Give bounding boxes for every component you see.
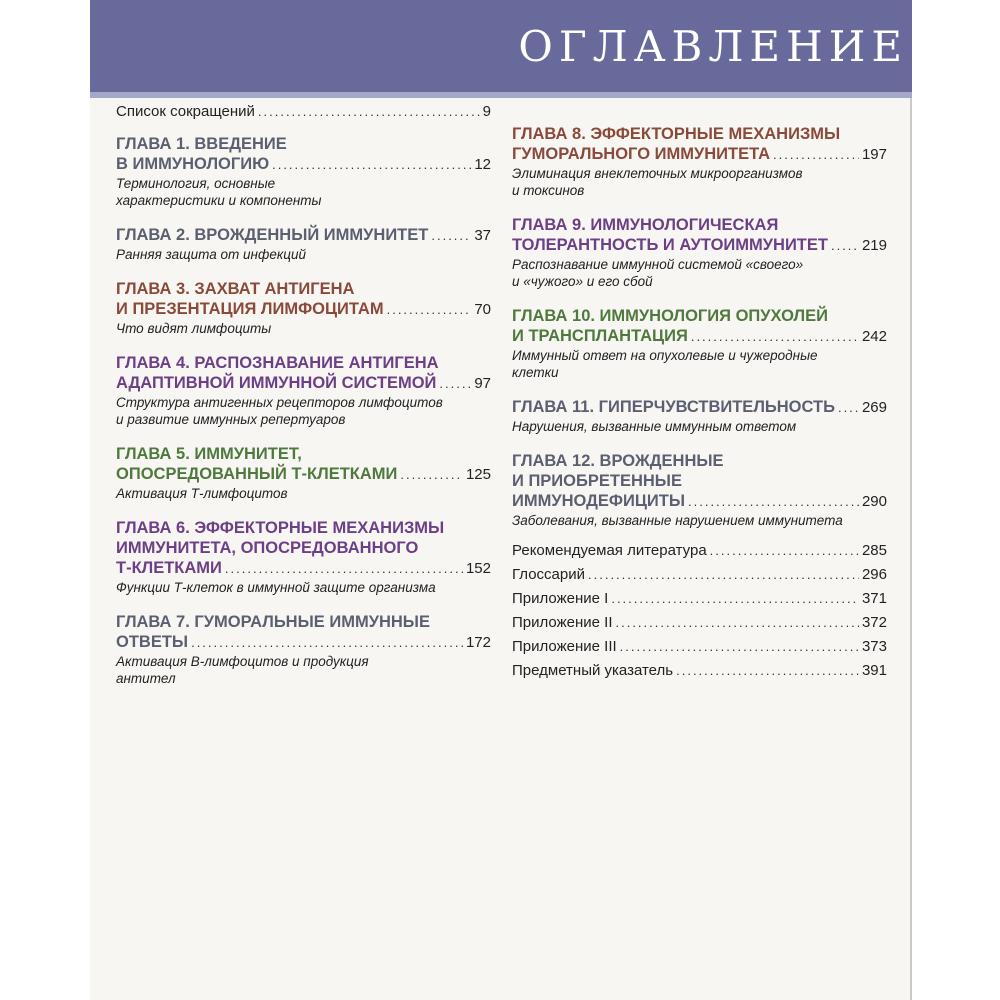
chapter-title-line: И ПРЕЗЕНТАЦИЯ ЛИМФОЦИТАМ	[116, 300, 384, 318]
chapter-title-line: ГЛАВА 6. ЭФФЕКТОРНЫЕ МЕХАНИЗМЫ	[116, 519, 445, 537]
toc-page-number: 242	[861, 328, 887, 345]
chapter-subtitle: Иммунный ответ на опухолевые и чужеродные	[512, 348, 818, 363]
chapter-title-line: ТОЛЕРАНТНОСТЬ И АУТОИММУНИТЕТ	[512, 236, 828, 254]
toc-entry-appendix-1[interactable]	[512, 589, 887, 613]
chapter-title-line: АДАПТИВНОЙ ИММУННОЙ СИСТЕМОЙ	[116, 374, 437, 392]
chapter-title-line: ГЛАВА 1. ВВЕДЕНИЕ	[116, 135, 287, 153]
chapter-title-line: ГЛАВА 10. ИММУНОЛОГИЯ ОПУХОЛЕЙ	[512, 307, 828, 325]
dot-leader	[620, 637, 859, 657]
toc-entry-glossary[interactable]	[512, 565, 887, 589]
chapter-title-line: ГЛАВА 3. ЗАХВАТ АНТИГЕНА	[116, 280, 355, 298]
page-title: ОГЛАВЛЕНИЕ	[518, 22, 908, 71]
chapter-subtitle: Функции Т-клеток в иммунной защите организма	[116, 580, 436, 595]
header-underline	[90, 92, 912, 98]
chapter-subtitle: Распознавание иммунной системой «своего»	[512, 257, 804, 272]
toc-left-column	[116, 102, 491, 703]
chapter-title-line: ОПОСРЕДОВАННЫЙ Т-КЛЕТКАМИ	[116, 465, 398, 483]
chapter-title-line: ГЛАВА 4. РАСПОЗНАВАНИЕ АНТИГЕНА	[116, 354, 439, 372]
chapter-title-line: ИММУНОДЕФИЦИТЫ	[512, 492, 685, 510]
page-edge	[910, 0, 912, 1000]
toc-chapter-3[interactable]	[116, 279, 491, 337]
chapter-title-line: ОТВЕТЫ	[116, 633, 189, 651]
chapter-subtitle: Активация Т-лимфоцитов	[116, 486, 288, 501]
dot-leader	[588, 565, 859, 585]
dot-leader	[225, 559, 463, 579]
dot-leader	[439, 374, 471, 394]
toc-chapter-11[interactable]	[512, 397, 887, 435]
chapter-title-line: ГУМОРАЛЬНОГО ИММУНИТЕТА	[512, 145, 771, 163]
toc-entry-label: Глоссарий	[512, 566, 585, 583]
toc-chapter-7[interactable]	[116, 612, 491, 687]
chapter-title-line: В ИММУНОЛОГИЮ	[116, 155, 270, 173]
chapter-title-line: ГЛАВА 2. ВРОЖДЕННЫЙ ИММУНИТЕТ	[116, 226, 429, 244]
toc-chapter-2[interactable]	[116, 225, 491, 263]
dot-leader	[272, 155, 471, 175]
chapter-title-line: Т-КЛЕТКАМИ	[116, 559, 222, 577]
dot-leader	[431, 226, 471, 246]
dot-leader	[615, 613, 858, 633]
toc-entry-label: Приложение II	[512, 614, 613, 631]
dot-leader	[831, 236, 859, 256]
toc-chapter-6[interactable]	[116, 518, 491, 596]
dot-leader	[688, 492, 859, 512]
chapter-subtitle: и «чужого» и его сбой	[512, 274, 653, 289]
toc-entry-appendix-3[interactable]	[512, 637, 887, 661]
toc-entry-label: Приложение III	[512, 638, 617, 655]
toc-page-number: 152	[465, 560, 491, 577]
toc-page-number: 371	[861, 590, 887, 607]
toc-chapter-10[interactable]	[512, 306, 887, 381]
dot-leader	[191, 633, 463, 653]
chapter-subtitle: Структура антигенных рецепторов лимфоцитов	[116, 395, 443, 410]
chapter-subtitle: Нарушения, вызванные иммунным ответом	[512, 419, 797, 434]
chapter-title-line: ГЛАВА 7. ГУМОРАЛЬНЫЕ ИММУННЫЕ	[116, 613, 430, 631]
toc-page-number: 373	[861, 638, 887, 655]
toc-entry-label: Рекомендуемая литература	[512, 542, 707, 559]
chapter-title-line: ГЛАВА 5. ИММУНИТЕТ,	[116, 445, 302, 463]
chapter-subtitle: Активация В-лимфоцитов и продукция	[116, 654, 369, 669]
toc-page-number: 37	[474, 227, 491, 244]
toc-page-number: 290	[861, 493, 887, 510]
toc-chapter-12[interactable]	[512, 451, 887, 529]
chapter-title-line: ГЛАВА 12. ВРОЖДЕННЫЕ	[512, 452, 724, 470]
toc-entry-index[interactable]	[512, 661, 887, 685]
chapter-subtitle: характеристики и компоненты	[116, 193, 322, 208]
toc-entry-label: Список сокращений	[116, 103, 255, 120]
toc-page-number: 391	[861, 662, 887, 679]
toc-chapter-9[interactable]	[512, 215, 887, 290]
dot-leader	[400, 465, 463, 485]
chapter-subtitle: клетки	[512, 365, 559, 380]
chapter-title-line: И ПРИОБРЕТЕННЫЕ	[512, 472, 682, 490]
toc-page-number: 9	[482, 103, 491, 120]
toc-right-column	[512, 124, 887, 685]
toc-chapter-4[interactable]	[116, 353, 491, 428]
dot-leader	[387, 300, 472, 320]
dot-leader	[258, 102, 480, 122]
dot-leader	[838, 398, 859, 418]
toc-chapter-5[interactable]	[116, 444, 491, 502]
toc-page-number: 285	[861, 542, 887, 559]
toc-page-number: 197	[861, 146, 887, 163]
dot-leader	[710, 541, 859, 561]
toc-page-number: 97	[474, 375, 491, 392]
toc-page-number: 12	[474, 156, 491, 173]
toc-page-number: 219	[861, 237, 887, 254]
toc-page-number: 296	[861, 566, 887, 583]
toc-chapter-8[interactable]	[512, 124, 887, 199]
dot-leader	[611, 589, 859, 609]
chapter-subtitle: и токсинов	[512, 183, 585, 198]
toc-entry-label: Предметный указатель	[512, 662, 674, 679]
chapter-subtitle: Заболевания, вызванные нарушением иммунитета	[512, 513, 843, 528]
toc-page-number: 372	[861, 614, 887, 631]
chapter-title-line: ГЛАВА 11. ГИПЕРЧУВСТВИТЕЛЬНОСТЬ	[512, 398, 835, 416]
chapter-title-line: И ТРАНСПЛАНТАЦИЯ	[512, 327, 688, 345]
dot-leader	[676, 661, 859, 681]
toc-entry-label: Приложение I	[512, 590, 609, 607]
toc-page-number: 125	[465, 466, 491, 483]
dot-leader	[773, 145, 859, 165]
toc-entry-abbreviations[interactable]	[116, 102, 491, 126]
toc-page-number: 70	[474, 301, 491, 318]
toc-page-number: 269	[861, 399, 887, 416]
chapter-subtitle: Элиминация внеклеточных микроорганизмов	[512, 166, 803, 181]
toc-entry-literature[interactable]	[512, 541, 887, 565]
chapter-title-line: ГЛАВА 9. ИММУНОЛОГИЧЕСКАЯ	[512, 216, 779, 234]
chapter-title-line: ГЛАВА 8. ЭФФЕКТОРНЫЕ МЕХАНИЗМЫ	[512, 125, 841, 143]
chapter-subtitle: антител	[116, 671, 176, 686]
chapter-subtitle: Терминология, основные	[116, 176, 276, 191]
toc-chapter-1[interactable]	[116, 134, 491, 209]
toc-page-number: 172	[465, 634, 491, 651]
chapter-subtitle: Что видят лимфоциты	[116, 321, 272, 336]
chapter-subtitle: и развитие иммунных репертуаров	[116, 412, 346, 427]
toc-entry-appendix-2[interactable]	[512, 613, 887, 637]
chapter-subtitle: Ранняя защита от инфекций	[116, 247, 307, 262]
dot-leader	[691, 327, 859, 347]
chapter-title-line: ИММУНИТЕТА, ОПОСРЕДОВАННОГО	[116, 539, 419, 557]
